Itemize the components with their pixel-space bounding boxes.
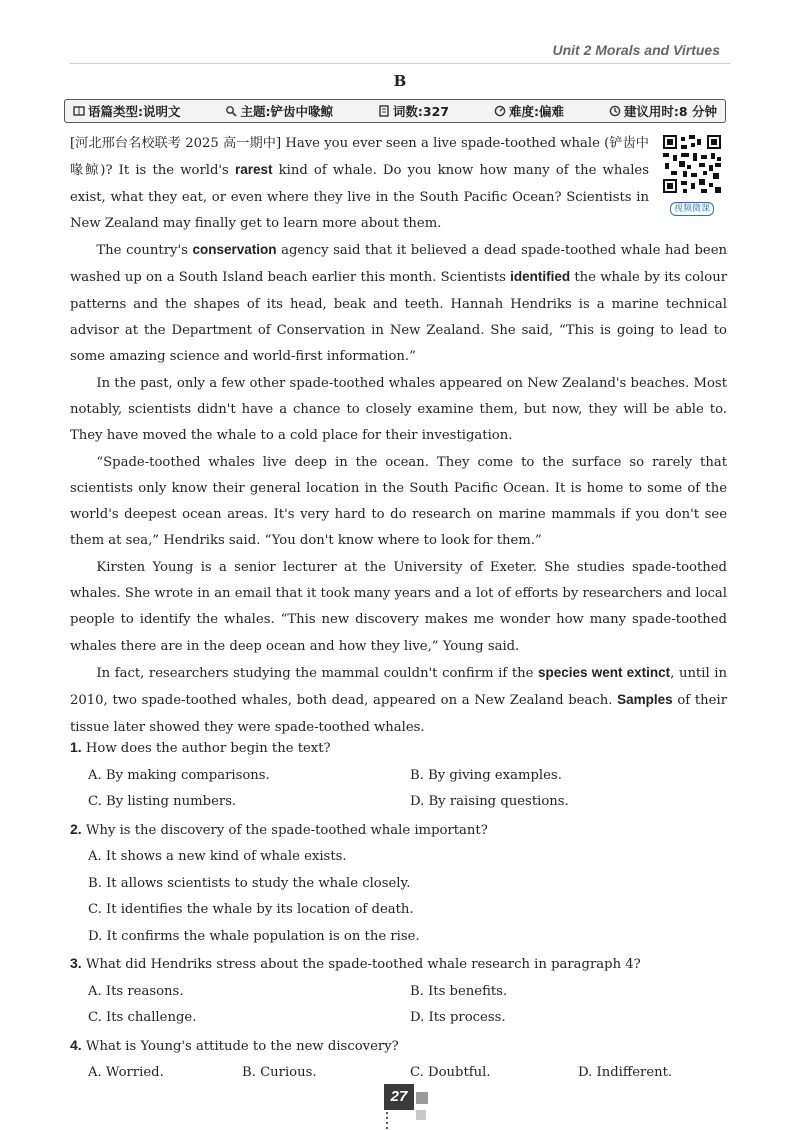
page-number-decoration <box>416 1092 428 1104</box>
section-letter: B <box>393 72 407 90</box>
option-3a[interactable]: A. Its reasons. <box>88 983 184 999</box>
option-3c[interactable]: C. Its challenge. <box>88 1010 197 1025</box>
info-genre: 语篇类型:说明文 <box>73 102 181 120</box>
option-4b[interactable]: B. Curious. <box>242 1065 317 1080</box>
option-2d[interactable]: D. It confirms the whale population is on the rise. <box>88 928 420 944</box>
qr-code-icon <box>661 133 723 195</box>
document-icon <box>378 105 390 117</box>
paragraph-3: In the past, only a few other spade-toothed whales appeared on New Zealand's beaches. Most notably, scientists didn't have a chance to closely examine them, but now, they will be able to. They have moved the whale to a cold place for their investigation. <box>70 375 727 444</box>
paragraph-2: The country's conservation agency said that it believed a dead spade-toothed whale had been washed up on a South Island beach earlier this month. Scientists identified the whale by its colour patterns and the shapes of its head, beak and teeth. Hannah Hendriks is a marine technical advisor at the Department of Conservation in New Zealand. She said, “This is going to lead to some amazing science and world-first information.” <box>70 242 727 365</box>
gauge-icon <box>494 105 506 117</box>
option-2a[interactable]: A. It shows a new kind of whale exists. <box>88 849 347 864</box>
question-4: 4. What is Young's attitude to the new discovery? A. Worried. B. Curious. C. Doubtful. D. Indifferent. <box>70 1032 727 1087</box>
option-1b[interactable]: B. By giving examples. <box>410 767 562 783</box>
info-difficulty: 难度:偏难 <box>494 102 564 120</box>
passage-info-bar <box>64 99 726 123</box>
search-icon <box>225 105 237 117</box>
header-divider <box>70 63 730 64</box>
option-4c[interactable]: C. Doubtful. <box>410 1065 491 1080</box>
info-topic: 主题:铲齿中喙鲸 <box>225 102 333 120</box>
paragraph-5: Kirsten Young is a senior lecturer at the University of Exeter. She studies spade-toothed whales. She wrote in an email that it took many years and a lot of efforts by researchers and local people to identify the whales. “This new discovery makes me wonder how many spade-toothed whales there are in the deep ocean and how they live,” Young said. <box>70 559 727 654</box>
video-lesson-label[interactable]: 视频微课 <box>670 202 714 216</box>
unit-header: Unit 2 Morals and Virtues <box>552 42 720 58</box>
option-3b[interactable]: B. Its benefits. <box>410 983 508 999</box>
question-3: 3. What did Hendriks stress about the spade-toothed whale research in paragraph 4? A. Its reasons. B. Its benefits. C. Its challenge. D. Its process. <box>70 950 727 1032</box>
page-number-decoration-small <box>416 1110 426 1120</box>
reading-passage <box>70 131 727 741</box>
info-time: 建议用时:8 分钟 <box>609 102 717 120</box>
option-3d[interactable]: D. Its process. <box>410 1010 506 1025</box>
option-2c[interactable]: C. It identifies the whale by its location of death. <box>88 902 414 917</box>
option-1c[interactable]: C. By listing numbers. <box>88 794 237 809</box>
option-2b[interactable]: B. It allows scientists to study the whale closely. <box>88 875 411 891</box>
option-4a[interactable]: A. Worried. <box>88 1065 164 1080</box>
paragraph-1: [河北邢台名校联考 2025 高一期中] Have you ever seen a live spade-toothed whale (铲齿中喙鲸)? It is the world's rarest kind of whale. Do you know how many of the whales exist, what they eat, or even where they live in the South Pacific Ocean? Scientists in New Zealand may finally get to learn more about them. <box>70 136 649 231</box>
question-list <box>70 734 727 1087</box>
page-dotted-line <box>386 1112 388 1130</box>
option-1a[interactable]: A. By making comparisons. <box>88 767 270 783</box>
qr-code-block[interactable] <box>657 133 727 221</box>
page-number: 27 <box>384 1084 414 1110</box>
paragraph-4: “Spade-toothed whales live deep in the ocean. They come to the surface so rarely that scientists only know their general location in the South Pacific Ocean. It is home to some of the world's deepest ocean areas. It's very hard to do research on marine mammals if you don't see them at sea,” Hendriks said. “You don't know where to look for them.” <box>70 454 727 549</box>
question-1: 1. How does the author begin the text? A. By making comparisons. B. By giving examples. C. By listing numbers. D. By raising questions. <box>70 734 727 816</box>
option-4d[interactable]: D. Indifferent. <box>578 1065 673 1080</box>
book-icon <box>73 105 85 117</box>
question-2: 2. Why is the discovery of the spade-toothed whale important? A. It shows a new kind of whale exists. B. It allows scientists to study the whale closely. C. It identifies the whale by its location of death. D. It confirms the whale population is on the rise. <box>70 816 727 951</box>
clock-icon <box>609 105 621 117</box>
option-1d[interactable]: D. By raising questions. <box>410 794 569 809</box>
info-words: 词数:327 <box>378 102 449 120</box>
paragraph-6: In fact, researchers studying the mammal couldn't confirm if the species went extinct, until in 2010, two spade-toothed whales, both dead, appeared on a New Zealand beach. Samples of their tissue later showed they were spade-toothed whales. <box>70 664 727 735</box>
